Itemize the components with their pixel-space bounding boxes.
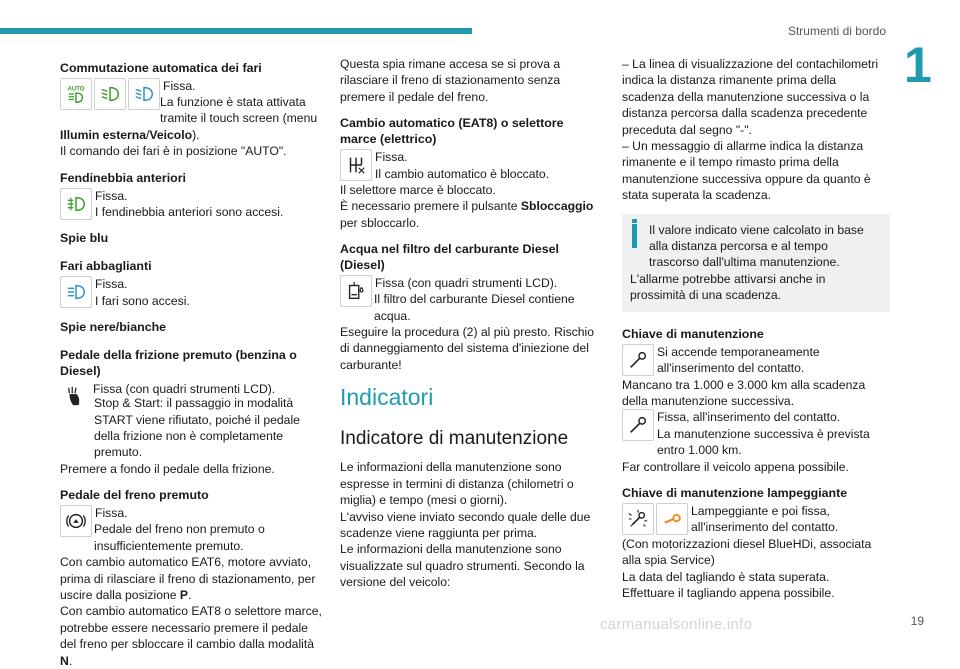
maintenance-key-row-2 [622,409,890,458]
fog-row [60,188,322,221]
text-line: (Con motorizzazioni diesel BlueHDi, associata alla spia Service) [622,536,872,568]
text-line: Fissa (con quadri strumenti LCD). [375,276,558,291]
text-line: Pedale del freno non premuto o insufficientemente premuto. [94,522,265,553]
heading-indicatori: Indicatori [340,384,434,411]
heading-black-white-lights: Spie nere/bianche [60,320,167,335]
text-line: Lampeggiante e poi fissa, all'inserimento del contatto. [691,503,839,535]
wrench-icon [622,344,654,376]
heading-fog: Fendinebbia anteriori [60,170,186,185]
header-accent-bar [0,28,472,34]
text-line: Premere a fondo il pedale della frizione. [60,461,275,476]
heading-water-filter: Acqua nel filtro del carburante Diesel (Diesel) [340,242,559,273]
chapter-number: 1 [904,37,932,93]
text-line: Il filtro del carburante Diesel contiene acqua. [374,292,575,323]
orange-wrench-icon [656,503,688,535]
gear-row [340,149,602,182]
text-line: Fissa. [163,79,196,93]
heading-blue-lights: Spie blu [60,231,109,246]
info-icon [632,224,637,248]
heading-gear: Cambio automatico (EAT8) o selettore marce (elettrico) [340,116,564,147]
text-line: Il selettore marce è bloccato. [340,183,496,198]
bullet-item: – Un messaggio di allarme indica la distanza rimanente e il tempo rimasto prima della manutenzione successiva oppure da quanto è stata superata la scadenza. [622,139,871,203]
text-line: Si accende temporaneamente all'inserimento del contatto. [657,344,820,376]
text-line: Il cambio automatico è bloccato. [375,166,550,181]
fuel-filter-water-icon [340,275,372,307]
text-line: Il comando dei fari è in posizione "AUTO". [60,144,287,159]
info-text: L'allarme potrebbe attivarsi anche in prossimità di una scadenza. [630,271,826,303]
flashing-key-row [622,503,890,536]
auto-icon-text: AUTO [67,86,85,93]
text-line: Mancano tra 1.000 e 3.000 km alla scadenza della manutenzione successiva. [622,377,866,408]
text-line: Fissa, all'inserimento del contatto. [657,410,841,425]
column-3 [622,56,890,601]
section-title: Strumenti di bordo [787,24,886,38]
text-line: I fari sono accesi. [95,293,190,308]
text-line: L'avviso viene inviato secondo quale delle due scadenze viene raggiunta per prima. [340,509,591,540]
text-line: Le informazioni della manutenzione sono visualizzate sul quadro strumenti. Secondo la versione del veicolo: [340,542,585,590]
text-line: Eseguire la procedura (2) al più presto. Rischio di danneggiamento del sistema d'iniezione del carburante! [340,325,595,372]
text-line: È necessario premere il pulsante Sbloccaggio per sbloccarlo. [340,199,594,230]
heading-maintenance-indicator: Indicatore di manutenzione [340,428,569,450]
heading-auto-lights: Commutazione automatica dei fari [60,61,262,75]
high-beam-icon [60,276,92,308]
text-line: Effettuare il tagliando appena possibile. [622,585,835,600]
column-2 [340,56,602,591]
text-line: Fissa. [375,150,408,165]
clutch-foot-icon [60,381,90,411]
heading-clutch: Pedale della frizione premuto (benzina o Diesel) [60,348,297,379]
text-line: Fissa. [95,277,128,292]
page-number: 19 [910,614,924,628]
heading-brake: Pedale del freno premuto [60,488,209,503]
info-text: Il valore indicato viene calcolato in base alla distanza percorsa e al tempo trascorso dall'ultima manutenzione. [649,222,864,270]
text-line: Con cambio automatico EAT6, motore avviato, prima di rilasciare il freno di stazionamento, per uscire dalla posizione P. [60,555,316,602]
watermark: carmanualsonline.info [600,616,753,633]
text-line: Fissa. [95,506,128,521]
text-line: Far controllare il veicolo appena possibile. [622,459,849,474]
info-box [622,214,890,312]
wrench-icon [622,409,654,441]
text-line: Le informazioni della manutenzione sono espresse in termini di distanza (chilometri o miglia) e tempo (mesi o giorni). [340,460,574,508]
text-line: La manutenzione successiva è prevista entro 1.000 km. [657,426,870,458]
heading-maintenance-key: Chiave di manutenzione [622,326,764,341]
heading-flashing-key: Chiave di manutenzione lampeggiante [622,485,848,500]
text-line: Questa spia rimane accesa se si prova a rilasciare il freno di stazionamento senza premere il pedale del freno. [340,57,561,104]
flashing-wrench-icon [622,503,654,535]
bullet-item: – La linea di visualizzazione del contachilometri indica la distanza rimanente prima della scadenza della manutenzione successiva o la distanza percorsa dalla scadenza precedente preceduta dal segno "-". [622,57,879,137]
text-line: Con cambio automatico EAT8 o selettore marce, potrebbe essere necessario premere il pedale del freno per sbloccare il cambio dalla modalità N. [60,604,322,668]
text-line: La funzione è stata attivata tramite il touch screen (menu [160,95,318,126]
maintenance-key-row [622,344,890,377]
front-fog-icon [60,188,92,220]
text-line: La data del tagliando è stata superata. [622,569,830,584]
auto-lights-icon [60,78,92,110]
low-beam-green-icon [94,78,126,110]
column-1 [60,56,322,669]
heading-high-beam: Fari abbaglianti [60,259,152,274]
text-line: Stop & Start: il passaggio in modalità START viene rifiutato, poiché il pedale della frizione non è completamente premuto. [94,396,300,460]
low-beam-blue-icon [128,78,160,110]
gear-selector-icon [340,149,372,181]
brake-pedal-icon [60,505,92,537]
text-line: Fissa. [95,188,128,203]
text-line: Fissa (con quadri strumenti LCD). [93,382,276,397]
text-line: I fendinebbia anteriori sono accesi. [95,205,284,220]
high-beam-row [60,276,322,309]
text-line: Illumin esterna/Veicolo). [60,127,200,142]
